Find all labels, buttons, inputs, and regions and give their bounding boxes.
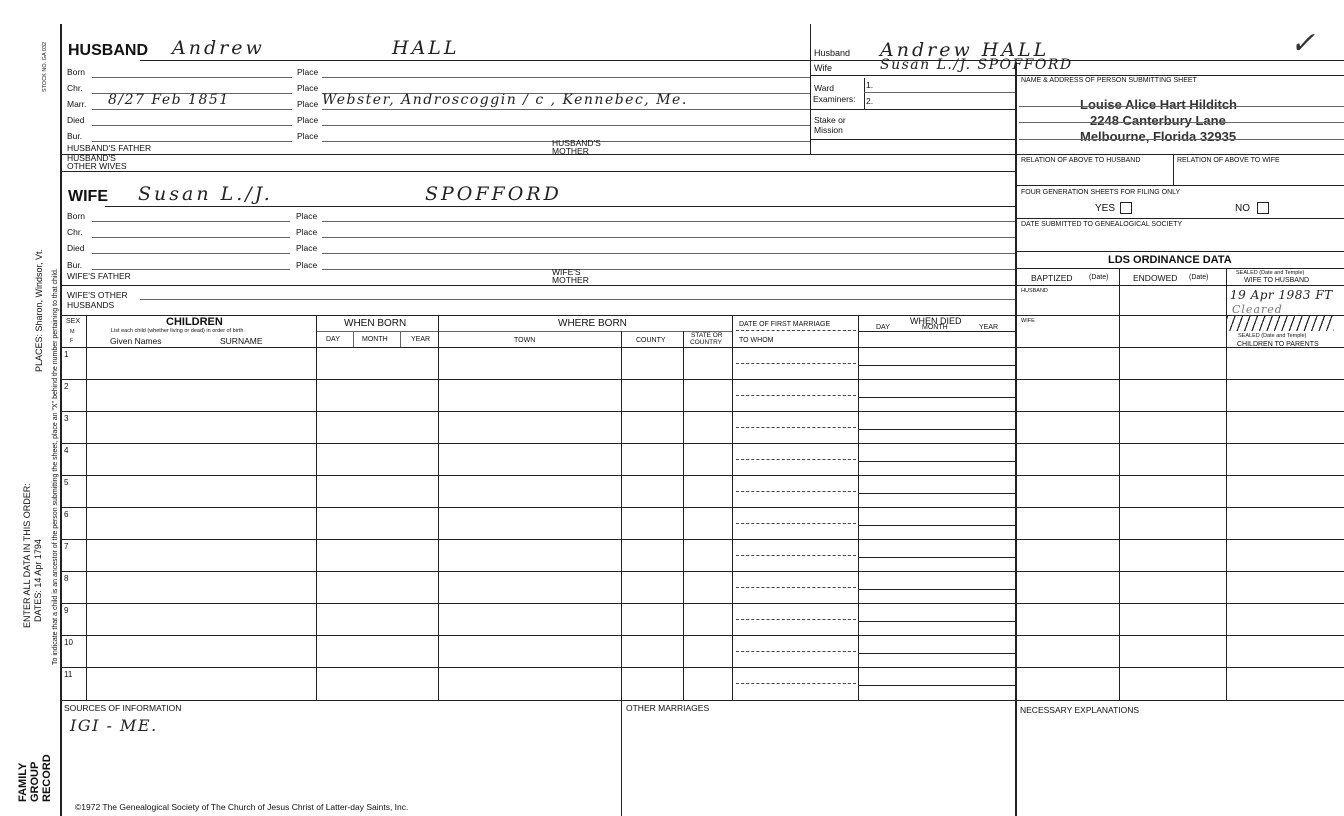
husband-marr-place-label: Place — [297, 99, 319, 109]
footer-top-line — [60, 700, 1344, 701]
died-day-label: DAY — [876, 324, 890, 331]
marriage-dash-line — [736, 555, 856, 556]
died-month-label: MONTH — [922, 324, 948, 331]
submitter-label: NAME & ADDRESS OF PERSON SUBMITTING SHEET — [1021, 77, 1197, 84]
row-number: 7 — [64, 542, 69, 551]
copyright: ©1972 The Genealogical Society of The Church of Jesus Christ of Latter-day Saints, Inc. — [75, 802, 409, 812]
lds-col-header-line — [1015, 285, 1344, 286]
necessary-explanations-label: NECESSARY EXPLANATIONS — [1020, 705, 1140, 715]
stake-bottom-line — [810, 139, 1015, 140]
col-town-divider — [621, 331, 622, 700]
row-number: 2 — [64, 382, 69, 391]
marriage-dash-line — [736, 683, 856, 684]
town-label: TOWN — [514, 337, 536, 344]
relation-wife-label: RELATION OF ABOVE TO WIFE — [1177, 157, 1280, 164]
examiners-divider — [864, 78, 865, 110]
wife-born-place-line — [322, 221, 1015, 222]
wife-born-place-label: Place — [296, 211, 318, 221]
died-row-line — [858, 429, 1015, 430]
died-row-line — [858, 397, 1015, 398]
other-husbands-line — [140, 299, 1015, 300]
four-gen-bottom-line — [1015, 218, 1344, 219]
marriage-dash-line — [736, 619, 856, 620]
left-frame-line — [60, 24, 62, 816]
relation-divider — [1173, 154, 1174, 185]
born-year-label: YEAR — [411, 336, 431, 343]
wife-father-line — [60, 285, 1015, 286]
form-title-record: RECORD — [41, 754, 53, 802]
husband-born-place-line — [322, 77, 810, 78]
born-day-label: DAY — [326, 336, 340, 343]
died-row-line — [858, 365, 1015, 366]
died-row-line — [858, 685, 1015, 686]
wife-surname: SPOFFORD — [425, 183, 562, 205]
wife-bur-label: Bur. — [67, 260, 83, 270]
four-gen-label: FOUR GENERATION SHEETS FOR FILING ONLY — [1021, 189, 1181, 196]
check-mark-icon: ✓ — [1290, 26, 1316, 61]
other-wives-line — [60, 171, 1015, 172]
row-number: 6 — [64, 510, 69, 519]
enter-all-note: ENTER ALL DATA IN THIS ORDER: — [22, 483, 32, 628]
husband-bur-place-label: Place — [297, 131, 319, 141]
baptized-label: BAPTIZED — [1031, 273, 1073, 283]
wife-chr-place-label: Place — [296, 227, 318, 237]
table-row-line — [60, 475, 1344, 476]
born-month-label: MONTH — [362, 336, 388, 343]
sealed-children-label-2: CHILDREN TO PARENTS — [1237, 341, 1319, 348]
died-row-line — [858, 461, 1015, 462]
table-row-line — [60, 507, 1344, 508]
examiner-2: 2. — [866, 96, 874, 106]
children-header-bottom-line — [60, 347, 1344, 348]
row-number: 4 — [64, 446, 69, 455]
wife-name-line — [105, 206, 1015, 207]
wifes-other-husbands-label-1: WIFE'S OTHER — [67, 290, 128, 300]
endowed-label: ENDOWED — [1133, 273, 1178, 283]
stake-label-2: Mission — [814, 125, 843, 135]
lds-husband-label: HUSBAND — [1021, 288, 1048, 294]
marriage-dash-line — [736, 523, 856, 524]
husbands-other-wives-label-1: HUSBAND'S — [67, 153, 116, 163]
table-row-line — [60, 379, 1344, 380]
husband-given-name: Andrew — [172, 37, 265, 59]
row-number: 3 — [64, 414, 69, 423]
sealed-value: 19 Apr 1983 FT — [1230, 288, 1333, 302]
husband-marr-label: Marr. — [67, 99, 87, 109]
state-label-2: COUNTRY — [690, 339, 723, 346]
wifes-father-label: WIFE'S FATHER — [67, 271, 131, 281]
died-row-line — [858, 493, 1015, 494]
submitter-name: Louise Alice Hart Hilditch — [1080, 97, 1237, 112]
where-born-subline — [438, 331, 732, 332]
places-note: PLACES: Sharon, Windsor, Vt. — [34, 248, 44, 372]
marriage-dash-line — [736, 587, 856, 588]
wife-born-line — [92, 221, 290, 222]
wife-bur-line — [92, 269, 290, 270]
submitter-bottom-line — [1015, 154, 1344, 155]
stake-label-1: Stake or — [814, 115, 846, 125]
husband-born-line — [92, 77, 292, 78]
no-checkbox[interactable] — [1257, 202, 1269, 214]
submitter-line-3 — [1019, 139, 1344, 140]
form-title-family: FAMILY — [17, 762, 29, 802]
col-month-subdivider — [400, 331, 401, 347]
wifes-mother-label-1: WIFE'S — [552, 267, 581, 277]
state-label-1: STATE OR — [691, 332, 723, 339]
husband-name-line — [140, 60, 810, 61]
endowed-date-label: (Date) — [1189, 274, 1209, 281]
sealed-children-label-1: SEALED (Date and Temple) — [1238, 333, 1307, 339]
sex-f-label: F — [70, 338, 74, 344]
children-subtitle: List each child (whether living or dead) in order of birth — [111, 328, 244, 334]
husband-born-place-label: Place — [297, 67, 319, 77]
husband-father-line — [60, 154, 1015, 155]
where-born-label: WHERE BORN — [558, 318, 627, 329]
husband-chr-place-label: Place — [297, 83, 319, 93]
wife-bur-place-line — [322, 269, 1015, 270]
when-died-label: WHEN DIED — [910, 316, 962, 326]
table-row-line — [60, 667, 1344, 668]
husband-died-place-line — [322, 125, 810, 126]
lds-title: LDS ORDINANCE DATA — [1108, 254, 1232, 266]
date-submitted-bottom-line — [1015, 251, 1344, 252]
died-row-line — [858, 525, 1015, 526]
row-number: 11 — [64, 670, 73, 679]
died-row-line — [858, 589, 1015, 590]
husband-bur-label: Bur. — [67, 131, 83, 141]
footer-divider-1 — [621, 700, 622, 816]
husbands-other-wives-label-2: OTHER WIVES — [67, 161, 127, 171]
header-wife-value: Susan L./J. SPOFFORD — [880, 57, 1073, 73]
husband-marr-place-line — [322, 109, 810, 110]
wifes-mother-label-2: MOTHER — [552, 275, 589, 285]
table-row-line — [60, 443, 1344, 444]
marriage-dash-line — [736, 651, 856, 652]
ancestor-instruction: To indicate that a child is an ancestor of the person submitting the sheet, place an "X" behind the number pertaining to that child. — [52, 268, 59, 665]
header-wife-label: Wife — [814, 63, 832, 73]
wife-died-label: Died — [67, 243, 85, 253]
died-row-line — [858, 653, 1015, 654]
wife-died-place-line — [322, 253, 1015, 254]
right-section-divider — [1015, 62, 1017, 816]
when-born-label: WHEN BORN — [344, 318, 407, 329]
yes-checkbox[interactable] — [1120, 202, 1132, 214]
marriage-dash-line — [736, 427, 856, 428]
given-names-label: Given Names — [110, 336, 162, 346]
lds-wife-label: WIFE — [1021, 318, 1035, 324]
wife-chr-place-line — [322, 237, 1015, 238]
relation-husband-label: RELATION OF ABOVE TO HUSBAND — [1021, 157, 1141, 164]
died-year-label: YEAR — [979, 324, 999, 331]
died-row-line — [858, 557, 1015, 558]
husband-marr-date: 8/27 Feb 1851 — [108, 92, 230, 108]
surname-label: SURNAME — [220, 336, 263, 346]
husbands-mother-label-1: HUSBAND'S — [552, 138, 601, 148]
wife-died-place-label: Place — [296, 243, 318, 253]
col-day-subdivider — [353, 331, 354, 347]
other-marriages-label: OTHER MARRIAGES — [626, 703, 710, 713]
first-marriage-label: DATE OF FIRST MARRIAGE — [739, 321, 831, 328]
table-row-line — [60, 603, 1344, 604]
husband-right-divider — [810, 24, 811, 154]
husband-label: HUSBAND — [68, 42, 148, 59]
header-husband-value: Andrew HALL — [880, 39, 1050, 61]
sources-value: IGI - ME. — [70, 716, 158, 735]
examiners-label: Examiners: — [813, 94, 856, 104]
hatched-area — [1227, 316, 1334, 331]
submitter-street: 2248 Canterbury Lane — [1090, 113, 1226, 128]
row-number: 1 — [64, 350, 69, 359]
stock-number: STOCK NO. GA 032 — [42, 41, 48, 92]
no-label: NO — [1235, 203, 1250, 214]
header-wife-line — [810, 75, 1344, 76]
wife-label: WIFE — [68, 188, 108, 205]
first-marriage-dash — [736, 330, 856, 331]
wife-given-name: Susan L./J. — [138, 183, 273, 205]
husband-marr-place: Webster, Androscoggin / c , Kennebec, Me. — [322, 92, 688, 108]
sealed-wife-label-2: WIFE TO HUSBAND — [1244, 277, 1310, 284]
ward-label: Ward — [814, 83, 834, 93]
submitter-line-1 — [1019, 106, 1344, 107]
row-number: 9 — [64, 606, 69, 615]
date-submitted-label: DATE SUBMITTED TO GENEALOGICAL SOCIETY — [1021, 221, 1183, 228]
died-row-line — [858, 621, 1015, 622]
wife-bur-place-label: Place — [296, 260, 318, 270]
table-row-line — [60, 539, 1344, 540]
when-died-header-line — [858, 331, 1015, 332]
county-label: COUNTY — [636, 337, 666, 344]
marriage-dash-line — [736, 459, 856, 460]
yes-label: YES — [1095, 203, 1116, 214]
row-number: 8 — [64, 574, 69, 583]
row-number: 10 — [64, 638, 73, 647]
sex-label: SEX — [66, 318, 81, 325]
husband-surname: HALL — [392, 37, 460, 59]
husbands-mother-label-2: MOTHER — [552, 146, 589, 156]
form-title-group: GROUP — [29, 761, 41, 802]
husbands-father-label: HUSBAND'S FATHER — [67, 143, 152, 153]
children-title: CHILDREN — [166, 316, 223, 328]
husband-born-label: Born — [67, 67, 85, 77]
wifes-other-husbands-label-2: HUSBANDS — [67, 300, 115, 310]
relation-bottom-line — [1015, 185, 1344, 186]
baptized-date-label: (Date) — [1089, 274, 1109, 281]
when-born-subline — [316, 331, 438, 332]
table-row-line — [60, 411, 1344, 412]
sealed-wife-label-1: SEALED (Date and Temple) — [1236, 270, 1305, 276]
examiner-1: 1. — [866, 80, 874, 90]
husband-marr-line — [92, 109, 292, 110]
sources-label: SOURCES OF INFORMATION — [64, 703, 182, 713]
submitter-line-2 — [1019, 122, 1344, 123]
lds-title-line — [1015, 268, 1344, 269]
col-county-divider — [683, 331, 684, 700]
to-whom-label: TO WHOM — [739, 337, 774, 344]
wife-died-line — [92, 253, 290, 254]
husband-died-place-label: Place — [297, 115, 319, 125]
sealed-value-2: Cleared — [1232, 303, 1283, 316]
marriage-dash-line — [736, 491, 856, 492]
dates-note: DATES: 14 Apr 1794 — [33, 539, 43, 622]
marriage-dash-line — [736, 395, 856, 396]
examiner-1-line — [864, 92, 1015, 93]
husband-died-label: Died — [67, 115, 85, 125]
marriage-dash-line — [736, 363, 856, 364]
examiners-bottom-line — [810, 109, 1015, 110]
table-row-line — [60, 635, 1344, 636]
wife-chr-label: Chr. — [67, 227, 83, 237]
header-husband-label: Husband — [814, 48, 851, 58]
husband-died-line — [92, 125, 292, 126]
sex-m-label: M — [70, 329, 75, 335]
wife-chr-line — [92, 237, 290, 238]
wife-born-label: Born — [67, 211, 85, 221]
submitter-city: Melbourne, Florida 32935 — [1080, 129, 1237, 144]
husband-chr-label: Chr. — [67, 83, 83, 93]
husband-bur-line — [92, 141, 292, 142]
table-row-line — [60, 571, 1344, 572]
row-number: 5 — [64, 478, 69, 487]
